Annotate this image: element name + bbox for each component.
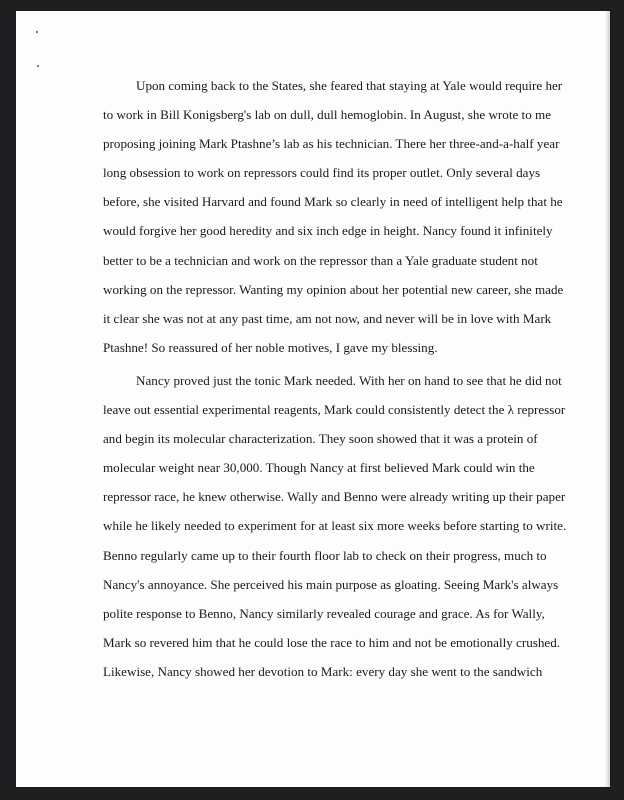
text-line: and begin its molecular characterization. They soon showed that it was a protein of: [103, 431, 538, 447]
page-edge-shadow: [605, 11, 610, 787]
text-line: Nancy proved just the tonic Mark needed. With her on hand to see that he did not: [136, 373, 562, 388]
text-line: Mark so revered him that he could lose the race to him and not be emotionally crushed.: [103, 634, 561, 650]
text-line: better to be a technician and work on the repressor than a Yale graduate student not: [103, 252, 538, 268]
text-line: Ptashne! So reassured of her noble motives, I gave my blessing.: [103, 339, 438, 355]
document-page: [16, 11, 610, 787]
text-line: before, she visited Harvard and found Mark so clearly in need of intelligent help that he: [103, 194, 563, 210]
text-line: repressor race, he knew otherwise. Wally and Benno were already writing up their paper: [103, 489, 566, 505]
text-line: would forgive her good heredity and six inch edge in height. Nancy found it infinitely: [103, 223, 553, 239]
text-line: working on the repressor. Wanting my opinion about her potential new career, she made: [103, 281, 564, 297]
text-line: proposing joining Mark Ptashne’s lab as his technician. There her three-and-a-half year: [103, 136, 560, 152]
paragraph-1: [103, 71, 564, 362]
paragraph-2: [103, 366, 567, 686]
text-line: to work in Bill Konigsberg's lab on dull, dull hemoglobin. In August, she wrote to me: [103, 107, 552, 123]
text-line: leave out essential experimental reagents, Mark could consistently detect the λ repressor: [103, 402, 566, 418]
text-line: while he likely needed to experiment for at least six more weeks before starting to write.: [103, 518, 567, 534]
text-line: Likewise, Nancy showed her devotion to Mark: every day she went to the sandwich: [103, 663, 543, 679]
page-speck: [36, 31, 38, 33]
text-line: Benno regularly came up to their fourth floor lab to check on their progress, much to: [103, 547, 547, 563]
text-line: it clear she was not at any past time, am not now, and never will be in love with Mark: [103, 310, 552, 326]
text-line: molecular weight near 30,000. Though Nancy at first believed Mark could win the: [103, 460, 535, 476]
text-line: Upon coming back to the States, she feared that staying at Yale would require her: [136, 78, 563, 93]
text-line: Nancy's annoyance. She perceived his main purpose as gloating. Seeing Mark's always: [103, 576, 559, 592]
text-line: polite response to Benno, Nancy similarly revealed courage and grace. As for Wally,: [103, 605, 545, 621]
page-speck: [37, 65, 39, 67]
text-line: long obsession to work on repressors could find its proper outlet. Only several days: [103, 165, 541, 181]
